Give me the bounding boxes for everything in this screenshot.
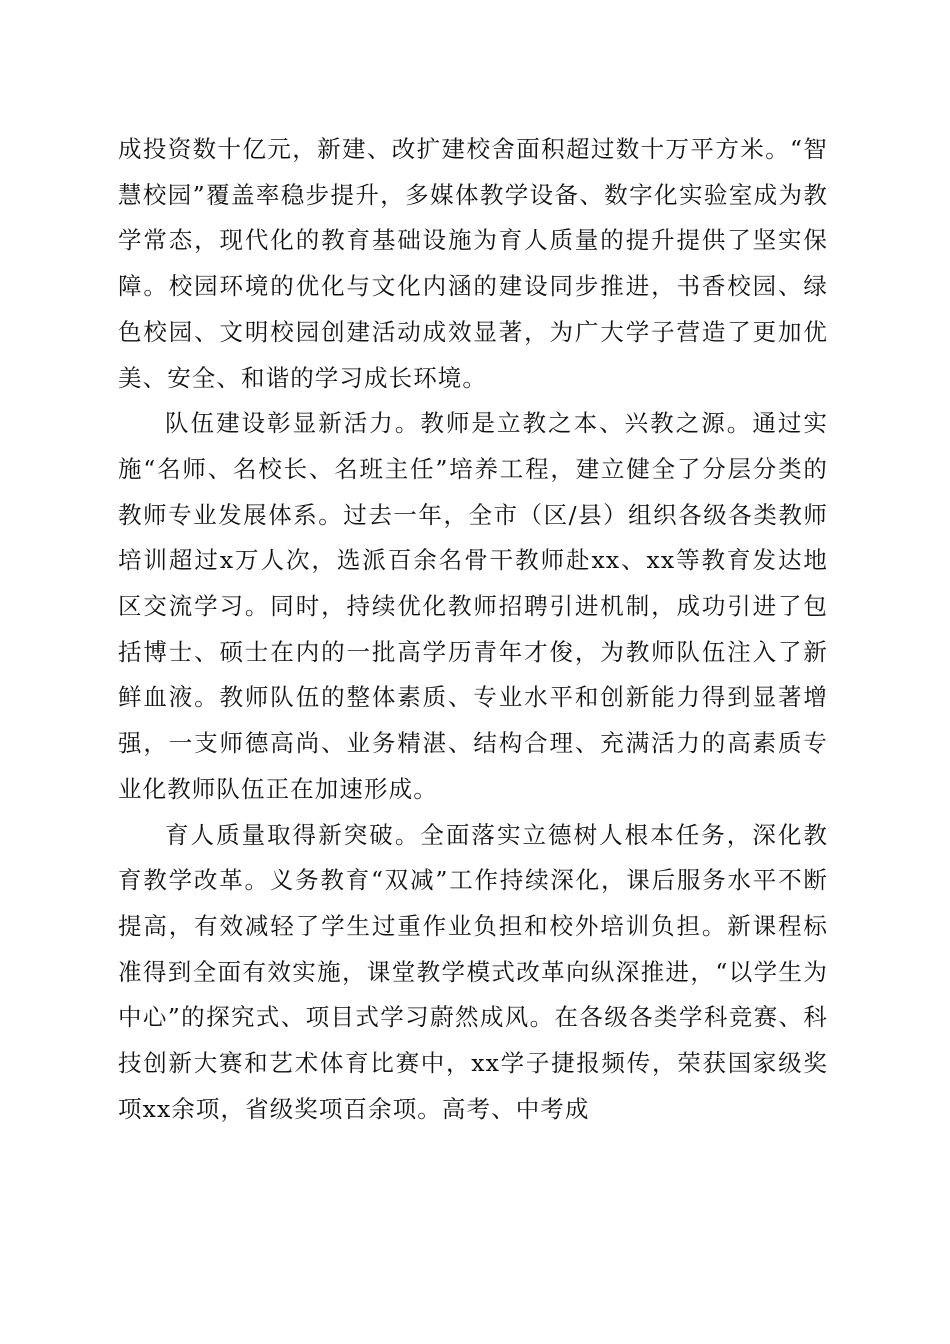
paragraph-education-quality: 育人质量取得新突破。全面落实立德树人根本任务，深化教育教学改革。义务教育“双减”工作持续深化，课后服务水平不断提高，有效减轻了学生过重作业负担和校外培训负担。新课程标准得到全面有效实施，课堂教学模式改革向纵深推进，“以学生为中心”的探究式、项目式学习蔚然成风。在各级各类学科竞赛、科技创新大赛和艺术体育比赛中，xx学子捷报频传，荣获国家级奖项xx余项，省级奖项百余项。高考、中考成: [118, 820, 828, 1123]
paragraph-teacher-team: 队伍建设彰显新活力。教师是立教之本、兴教之源。通过实施“名师、名校长、名班主任”培养工程，建立健全了分层分类的教师专业发展体系。过去一年，全市（区/县）组织各级各类教师培训超过x万人次，选派百余名骨干教师赴xx、xx等教育发达地区交流学习。同时，持续优化教师招聘引进机制，成功引进了包括博士、硕士在内的一批高学历青年才俊，为教师队伍注入了新鲜血液。教师队伍的整体素质、专业水平和创新能力得到显著增强，一支师德高尚、业务精湛、结构合理、充满活力的高素质专业化教师队伍正在加速形成。: [118, 409, 828, 803]
document-body: [118, 127, 828, 1132]
paragraph-infrastructure: 成投资数十亿元，新建、改扩建校舍面积超过数十万平方米。“智慧校园”覆盖率稳步提升，多媒体教学设备、数字化实验室成为教学常态，现代化的教育基础设施为育人质量的提升提供了坚实保障。校园环境的优化与文化内涵的建设同步推进，书香校园、绿色校园、文明校园创建活动成效显著，为广大学子营造了更加优美、安全、和谐的学习成长环境。: [118, 135, 828, 392]
